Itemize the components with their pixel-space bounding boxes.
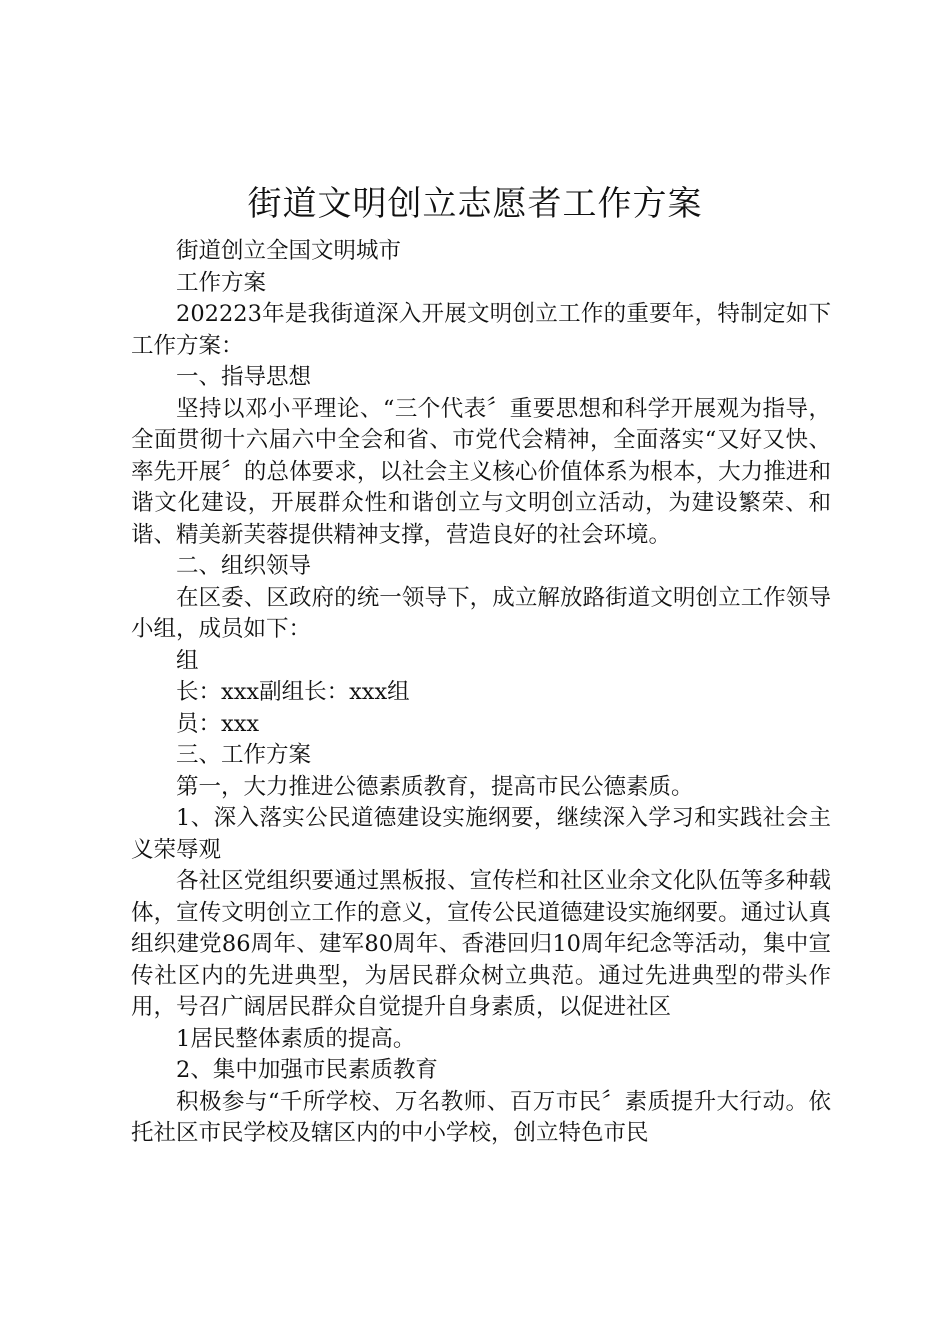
- paragraph: 工作方案: [176, 269, 267, 296]
- paragraph: 在区委、区政府的统一领导下，成立解放路街道文明创立工作领导小组，成员如下：: [131, 584, 831, 642]
- paragraph: 长：xxx副组长：xxx组: [176, 679, 410, 705]
- paragraph: 2、集中加强市民素质教育: [176, 1057, 438, 1083]
- paragraph: 第一，大力推进公德素质教育，提高市民公德素质。: [176, 773, 694, 800]
- document-title: 街道文明创立志愿者工作方案: [247, 184, 703, 224]
- paragraph: 员：xxx: [176, 710, 260, 737]
- paragraph: 202223年是我街道深入开展文明创立工作的重要年，特制定如下工作方案：: [131, 301, 831, 359]
- section-heading: 三、工作方案: [176, 742, 312, 768]
- paragraph: 积极参与“千所学校、万名教师、百万市民〞素质提升大行动。依托社区市民学校及辖区内的中小学校，创立特色市民: [131, 1088, 831, 1146]
- document-body: [131, 236, 831, 1150]
- section-heading: 一、指导思想: [176, 364, 312, 390]
- paragraph: 坚持以邓小平理论、“三个代表〞重要思想和科学开展观为指导，全面贯彻十六届六中全会和省、市党代会精神，全面落实“又好又快、率先开展〞的总体要求，以社会主义核心价值体系为根本，大力推进和谐文化建设，开展群众性和谐创立与文明创立活动，为建设繁荣、和谐、精美新芙蓉提供精神支撑，营造良好的社会环境。: [131, 395, 831, 548]
- paragraph: 1居民整体素质的提高。: [176, 1025, 416, 1052]
- section-heading: 二、组织领导: [176, 553, 312, 579]
- paragraph: 组: [176, 647, 199, 674]
- paragraph: 1、深入落实公民道德建设实施纲要，继续深入学习和实践社会主义荣辱观: [131, 805, 831, 863]
- paragraph: 各社区党组织要通过黑板报、宣传栏和社区业余文化队伍等多种载体，宣传文明创立工作的意义，宣传公民道德建设实施纲要。通过认真组织建党86周年、建军80周年、香港回归10周年纪念等活动，集中宣传社区内的先进典型，为居民群众树立典范。通过先进典型的带头作用，号召广阔居民群众自觉提升自身素质，以促进社区: [131, 868, 831, 1020]
- paragraph: 街道创立全国文明城市: [176, 238, 402, 264]
